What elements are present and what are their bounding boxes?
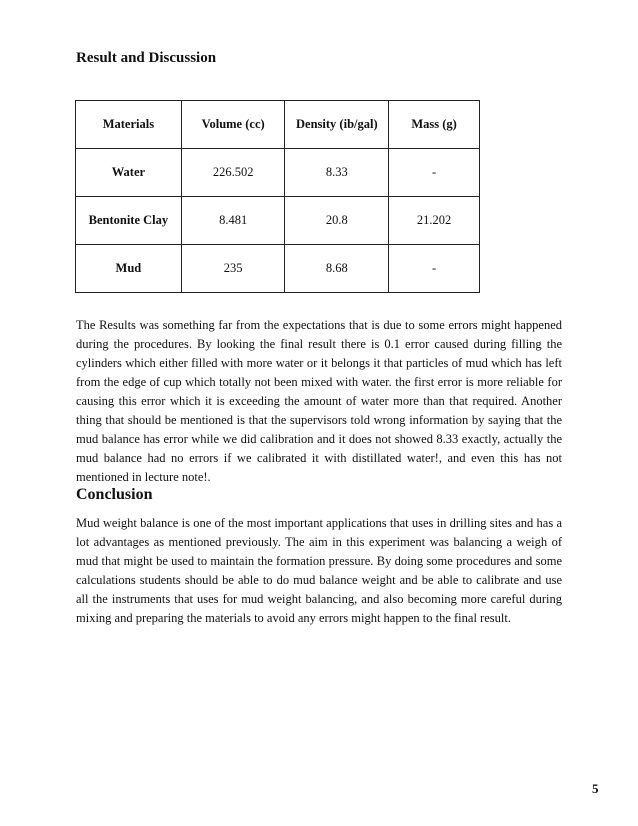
conclusion-paragraph: Mud weight balance is one of the most important applications that uses in drilling sites and has a lot advantages as mentioned previously. The aim in this experiment was balancing a weigh of mud that might be used to maintain the formation pressure. By doing some procedures and some calculations students should be able to do mud balance weight and be able to calibrate and use all the instruments that uses for mud weight balancing, and also becoming more careful during mixing and preparing the materials to avoid any errors might happen to the final result. — [76, 516, 562, 625]
table-header-cell: Volume (cc) — [181, 101, 285, 149]
table-row — [76, 197, 480, 245]
table-cell-volume: 226.502 — [181, 149, 285, 197]
results-heading: Result and Discussion — [76, 50, 217, 66]
table-row — [76, 149, 480, 197]
table-cell-material: Mud — [76, 245, 182, 293]
conclusion-heading: Conclusion — [76, 486, 153, 503]
table-header-row — [76, 101, 480, 149]
table-cell-material: Water — [76, 149, 182, 197]
page-number: 5 — [592, 781, 599, 796]
table-cell-volume: 8.481 — [181, 197, 285, 245]
table-cell-mass: - — [389, 149, 480, 197]
results-paragraph: The Results was something far from the expectations that is due to some errors might happened during the procedures. By looking the final result there is 0.1 error caused during filling the cylinders which either filled with more water or it belongs it that particles of mud which has left from the edge of cup which totally not been mixed with water. the first error is more reliable for causing this error which it is exceeding the amount of water more than that required. Another thing that should be mentioned is that the supervisors told wrong information by saying that the mud balance has error while we did calibration and it does not showed 8.33 exactly, actually the mud balance had no errors if we calibrated it with distillated water!, and even this has not mentioned in lecture note!. — [76, 318, 562, 484]
table-cell-volume: 235 — [181, 245, 285, 293]
table-cell-mass: - — [389, 245, 480, 293]
table-header-cell: Materials — [76, 101, 182, 149]
table-header-cell: Mass (g) — [389, 101, 480, 149]
table-cell-mass: 21.202 — [389, 197, 480, 245]
table-row — [76, 245, 480, 293]
table-cell-material: Bentonite Clay — [76, 197, 182, 245]
table-cell-density: 8.68 — [285, 245, 389, 293]
table-header-cell: Density (ib/gal) — [285, 101, 389, 149]
table-cell-density: 20.8 — [285, 197, 389, 245]
materials-table — [75, 100, 480, 293]
table-cell-density: 8.33 — [285, 149, 389, 197]
